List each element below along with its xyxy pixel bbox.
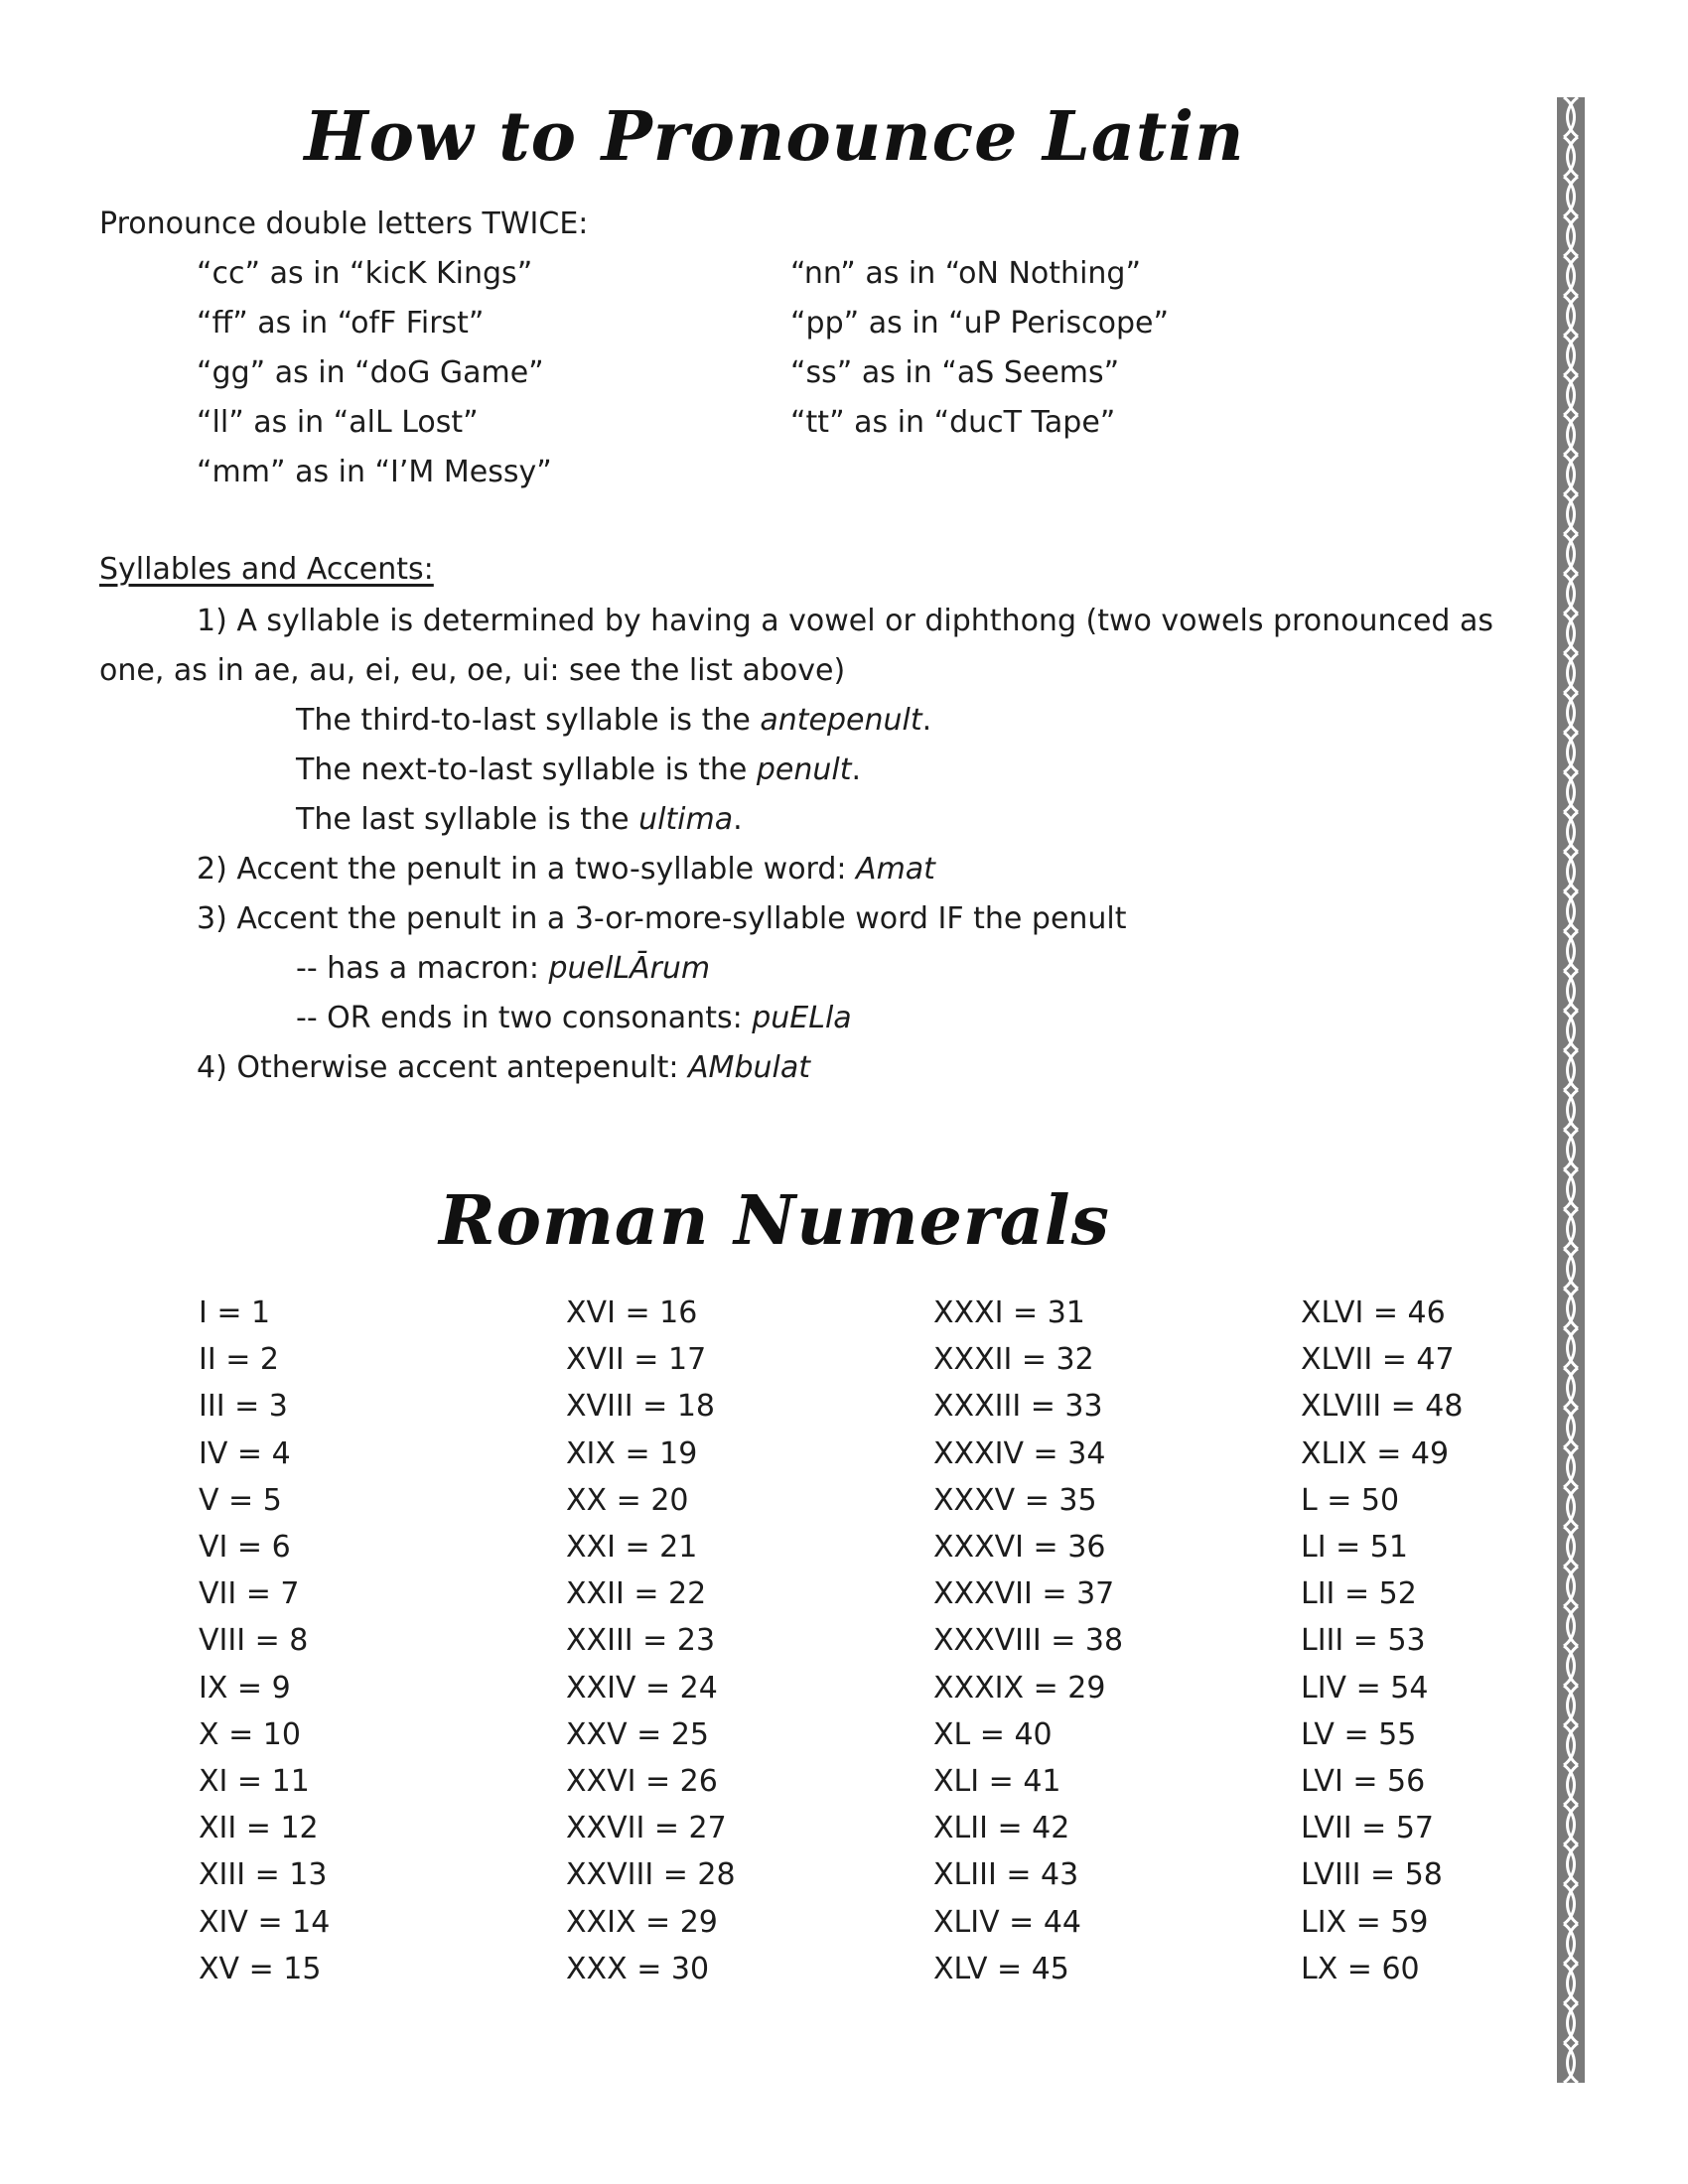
numeral-item: VIII = 8: [199, 1623, 309, 1658]
numeral-item: XXII = 22: [566, 1576, 707, 1611]
numeral-item: V = 5: [199, 1483, 282, 1518]
rule-4: [197, 1050, 810, 1086]
double-letter-item: “ss” as in “aS Seems”: [790, 355, 1120, 390]
rule-example: puELla: [752, 1001, 852, 1035]
numeral-item: XXIII = 23: [566, 1623, 716, 1658]
numeral-item: XLVI = 46: [1301, 1296, 1446, 1330]
rule-3a: [296, 951, 710, 987]
double-letters-intro: Pronounce double letters TWICE:: [99, 206, 589, 241]
definition-term: ultima: [638, 802, 734, 837]
numeral-item: XLI = 41: [933, 1764, 1061, 1799]
definition-text: The last syllable is the: [296, 802, 639, 837]
numeral-item: LIX = 59: [1301, 1905, 1429, 1940]
numeral-item: XX = 20: [566, 1483, 689, 1518]
definition-end: .: [921, 703, 932, 738]
double-letter-item: “pp” as in “uP Periscope”: [790, 306, 1169, 341]
numeral-item: XXXIX = 29: [933, 1671, 1106, 1706]
definition-term: antepenult: [760, 703, 922, 738]
numeral-item: XXI = 21: [566, 1530, 698, 1565]
syllables-heading: Syllables and Accents:: [99, 552, 434, 587]
numeral-item: XIV = 14: [199, 1905, 331, 1940]
numeral-item: XLIII = 43: [933, 1857, 1079, 1892]
double-letter-item: “nn” as in “oN Nothing”: [790, 256, 1141, 291]
numeral-item: LIV = 54: [1301, 1671, 1429, 1706]
numeral-item: X = 10: [199, 1717, 301, 1752]
numeral-item: XL = 40: [933, 1717, 1053, 1752]
rule-text: -- OR ends in two consonants:: [296, 1001, 753, 1035]
numeral-item: XXV = 25: [566, 1717, 710, 1752]
definition-text: The next-to-last syllable is the: [296, 752, 757, 787]
numeral-item: XXVI = 26: [566, 1764, 718, 1799]
numerals-title: Roman Numerals: [439, 1181, 1110, 1261]
numeral-item: XXXV = 35: [933, 1483, 1097, 1518]
definition-term: penult: [756, 752, 852, 787]
double-letter-item: “mm” as in “I’M Messy”: [197, 455, 552, 489]
numeral-item: XXXII = 32: [933, 1342, 1094, 1377]
numeral-item: XXXIV = 34: [933, 1436, 1106, 1471]
rule-example: puelLĀrum: [548, 951, 711, 986]
numeral-item: XLIV = 44: [933, 1905, 1082, 1940]
numeral-item: XLVII = 47: [1301, 1342, 1455, 1377]
numeral-item: LVII = 57: [1301, 1811, 1435, 1845]
numeral-item: XLII = 42: [933, 1811, 1070, 1845]
numeral-item: XLIX = 49: [1301, 1436, 1450, 1471]
numeral-item: XVII = 17: [566, 1342, 707, 1377]
numeral-item: II = 2: [199, 1342, 279, 1377]
rule-text: -- has a macron:: [296, 951, 549, 986]
numeral-item: VII = 7: [199, 1576, 300, 1611]
double-letter-item: “gg” as in “doG Game”: [197, 355, 544, 390]
numeral-item: XLVIII = 48: [1301, 1389, 1464, 1424]
numeral-item: XXVII = 27: [566, 1811, 727, 1845]
braid-pattern-icon: [1557, 97, 1585, 2083]
numeral-item: XXXIII = 33: [933, 1389, 1103, 1424]
numeral-item: LV = 55: [1301, 1717, 1417, 1752]
definition-end: .: [851, 752, 862, 787]
numeral-item: XXX = 30: [566, 1952, 710, 1986]
numeral-item: III = 3: [199, 1389, 288, 1424]
numeral-item: XXXVIII = 38: [933, 1623, 1124, 1658]
numeral-item: LX = 60: [1301, 1952, 1420, 1986]
numeral-item: XXIX = 29: [566, 1905, 718, 1940]
numeral-item: XV = 15: [199, 1952, 322, 1986]
rule-text: 2) Accent the penult in a two-syllable word:: [197, 852, 857, 887]
definition-text: The third-to-last syllable is the: [296, 703, 761, 738]
double-letter-item: “tt” as in “ducT Tape”: [790, 405, 1116, 440]
numeral-item: XII = 12: [199, 1811, 319, 1845]
numeral-item: XXXI = 31: [933, 1296, 1085, 1330]
numeral-item: XI = 11: [199, 1764, 310, 1799]
numeral-item: VI = 6: [199, 1530, 291, 1565]
numeral-item: XXVIII = 28: [566, 1857, 736, 1892]
numeral-item: LVI = 56: [1301, 1764, 1426, 1799]
rule-example: AMbulat: [688, 1050, 810, 1085]
numeral-item: I = 1: [199, 1296, 271, 1330]
rule-3b: [296, 1001, 852, 1036]
numeral-item: LIII = 53: [1301, 1623, 1426, 1658]
numeral-item: XXIV = 24: [566, 1671, 718, 1706]
numeral-item: LI = 51: [1301, 1530, 1408, 1565]
rule-1-line-1: 1) A syllable is determined by having a vowel or diphthong (two vowels pronounced as: [197, 604, 1494, 638]
definition-penult: [296, 752, 861, 788]
numeral-item: XXXVII = 37: [933, 1576, 1115, 1611]
rule-2: [197, 852, 935, 887]
numeral-item: XVIII = 18: [566, 1389, 715, 1424]
rule-text: 4) Otherwise accent antepenult:: [197, 1050, 689, 1085]
decorative-border: [1557, 97, 1585, 2083]
rule-example: Amat: [856, 852, 935, 887]
numeral-item: XXXVI = 36: [933, 1530, 1106, 1565]
definition-ultima: [296, 802, 743, 838]
double-letter-item: “ll” as in “alL Lost”: [197, 405, 479, 440]
numeral-item: LII = 52: [1301, 1576, 1417, 1611]
page-title: How to Pronounce Latin: [304, 97, 1245, 177]
numeral-item: XIX = 19: [566, 1436, 698, 1471]
definition-antepenult: [296, 703, 931, 739]
double-letter-item: “ff” as in “ofF First”: [197, 306, 485, 341]
numeral-item: L = 50: [1301, 1483, 1400, 1518]
rule-3: 3) Accent the penult in a 3-or-more-syllable word IF the penult: [197, 901, 1127, 936]
double-letter-item: “cc” as in “kicK Kings”: [197, 256, 533, 291]
numeral-item: LVIII = 58: [1301, 1857, 1443, 1892]
numeral-item: XLV = 45: [933, 1952, 1069, 1986]
numeral-item: IV = 4: [199, 1436, 291, 1471]
numeral-item: XIII = 13: [199, 1857, 328, 1892]
numeral-item: IX = 9: [199, 1671, 291, 1706]
definition-end: .: [733, 802, 743, 837]
numeral-item: XVI = 16: [566, 1296, 698, 1330]
rule-1-line-2: one, as in ae, au, ei, eu, oe, ui: see the list above): [99, 653, 846, 688]
